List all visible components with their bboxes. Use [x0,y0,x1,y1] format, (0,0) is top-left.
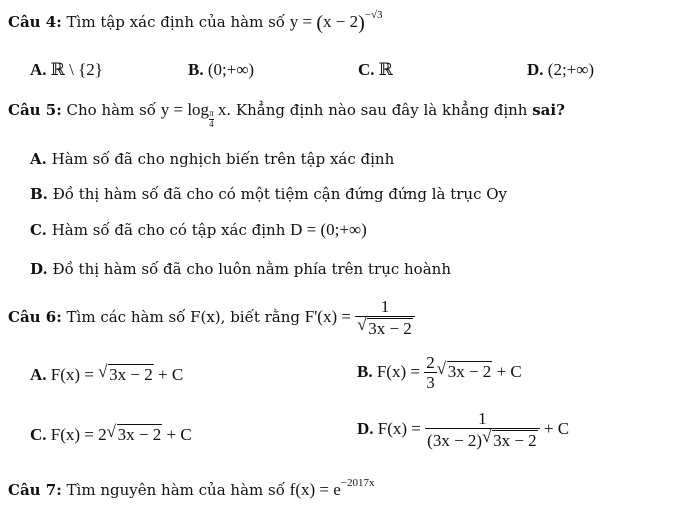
question-4-formula: $y = (x - 2)^{-√3}$ [289,9,383,34]
question-7-text: Tìm nguyên hàm của hàm số [66,481,285,499]
question-4-label: Câu 4: [8,13,62,31]
question-4-option-b[interactable]: B. (0;+∞) [188,60,255,79]
question-5-emph: sai? [532,101,565,119]
question-5-option-c[interactable]: C. Hàm số đã cho có tập xác định D = (0;+∞) [30,220,367,239]
question-6-option-d[interactable]: D. F(x) = 1 (3x − 2) √ 3x − 2 + C [357,409,570,450]
question-5-text-before: Cho hàm số [66,101,156,119]
question-5-option-b[interactable]: B. Đồ thị hàm số đã cho có một tiệm cận đứng đứng là trục Oy [30,185,508,203]
log-base-fraction: $\frac{\pi}{4}$ [209,108,214,129]
question-7-formula: $f(x) = e^{-2017x}$ [289,477,375,499]
question-6-option-c[interactable]: C. F(x) = 2 √ 3x − 2 + C [30,422,192,444]
question-4-text: Tìm tập xác định của hàm số [66,13,285,31]
question-6-label: Câu 6: [8,308,62,327]
question-4-option-d[interactable]: D. (2;+∞) [527,60,595,79]
question-5-option-d[interactable]: D. Đồ thị hàm số đã cho luôn nằm phía trên trục hoành [30,260,451,278]
question-4-option-c[interactable]: C. ℝ [358,60,393,79]
question-6 [8,298,415,338]
question-5-option-a[interactable]: A. Hàm số đã cho nghịch biến trên tập xác định [30,150,395,168]
question-4-option-a[interactable]: A. ℝ \ {2} [30,60,103,79]
question-5-label: Câu 5: [8,101,62,119]
question-6-formula: F'(x) = 1 √ 3x − 2 [305,307,415,326]
question-5 [8,100,565,130]
question-4 [8,9,383,34]
question-6-option-b[interactable]: B. F(x) = $\frac{2}{3}$ √ 3x − 2 + C [357,353,522,392]
question-5-text-after: . Khẳng định nào sau đây là khẳng định [226,101,528,119]
question-7 [8,477,375,500]
question-7-label: Câu 7: [8,481,62,499]
question-6-option-a[interactable]: A. F(x) = √ 3x − 2 + C [30,362,184,384]
question-6-text: Tìm các hàm số F(x), biết rằng [66,308,300,327]
question-5-formula: y = log $\frac{\pi}{4}$ x [160,100,227,129]
